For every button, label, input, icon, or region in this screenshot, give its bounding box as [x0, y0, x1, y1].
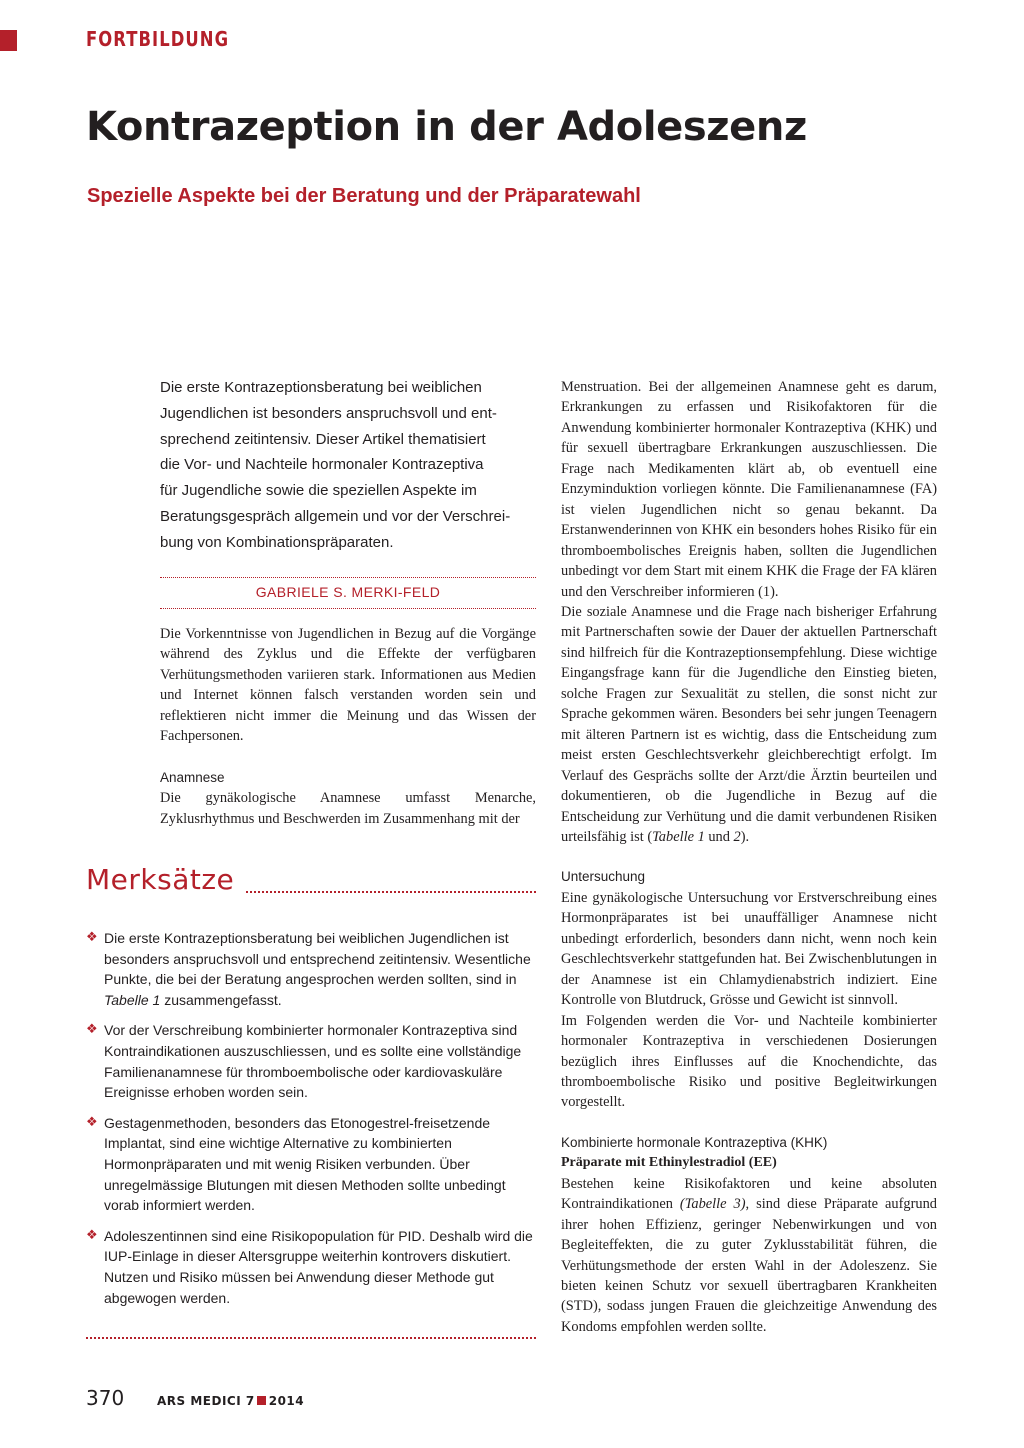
diamond-bullet-icon: ❖	[86, 1227, 98, 1243]
diamond-bullet-icon: ❖	[86, 930, 98, 945]
table-reference: Tabelle 1	[104, 991, 161, 1008]
section-accent-bar	[0, 30, 17, 51]
intro-paragraph: Die Vorkenntnisse von Jugendlichen in Bezug auf die Vorgänge während des Zyklus und die Effekte der verfügbaren Verhütungsmethoden variieren stark. Informationen aus Medien und Internet können falsch verstanden worden sein und reflektieren nicht immer die Meinung und das Wissen der Fachpersonen.	[160, 626, 536, 745]
paragraph-text: Die soziale Anamnese und die Frage nach bisheriger Erfahrung mit Partnerschaften sowie der Dauer der aktuellen Partnerschaft sind hilfreich für die Kontrazeptionsempfehlung. Diese wichtige Eingangsfrage kann für die Jugendliche den Einstieg bieten, solche Fragen zur Sexualität zu stellen, die sonst nicht zur Sprache gekommen wären. Besonders bei sehr jungen Teenagern mit älteren Partnern ist es wichtig, dass die Entscheidung zum meist ersten Geschlechtsverkehr gleichberechtigt erfolgt. Im Verlauf des Gesprächs sollte der Arzt/die Ärztin beurteilen und dokumentieren, ob die Jugendliche in Bezug auf die Entscheidung zur Verhütung und die damit verbundenen Risiken urteilsfähig ist (	[561, 603, 937, 845]
merksaetze-list	[86, 928, 536, 1318]
section-label: FORTBILDUNG	[86, 27, 230, 51]
merksaetze-title: Merksätze	[86, 863, 235, 896]
left-column	[160, 624, 536, 829]
merksatz-text-end: zusammengefasst.	[160, 991, 282, 1008]
merksatz-text: Adoleszentinnen sind eine Risikopopulation für PID. Deshalb wird die IUP-Einlage in dieser Altersgruppe weiterhin kontrovers diskutiert. Nutzen und Risiko müssen bei Anwendung dieser Methode gut abgewogen werden.	[104, 1227, 533, 1306]
ee-paragraph	[561, 1174, 937, 1338]
journal-name: ARS MEDICI 7	[157, 1394, 255, 1408]
merksatz-text: Die erste Kontrazeptionsberatung bei weiblichen Jugendlichen ist besonders anspruchsvoll und entsprechend zeitintensiv. Wesentliche Punkte, die bei der Beratung angesprochen werden sollten, sind in	[104, 930, 531, 988]
lead-line: die Vor- und Nachteile hormonaler Kontrazeptiva	[160, 456, 484, 474]
author-divider-bottom	[160, 608, 536, 609]
paragraph-text: , sind diese Präparate aufgrund ihrer hohen Effizienz, geringer Nebenwirkungen und von Begleiteffekten, die zu guter Zyklusstabilität führen, die Verhütungsmethode der ersten Wahl in der Adoleszenz. Sie bieten keinen Schutz vor sexuell übertragbaren Krankheiten (STD), sodass jungen Frauen die gleichzeitige Anwendung des Kondoms empfohlen werden sollte.	[561, 1196, 937, 1335]
anamnese-continued-paragraph: Menstruation. Bei der allgemeinen Anamnese geht es darum, Erkrankungen zu erfassen und Risikofaktoren für die Anwendung kombinierter hormonaler Kontrazeptiva (KHK) und für sexuell übertragbare Erkrankungen auszuschliessen. Die Frage nach Medikamenten klärt ab, ob eventuell eine Enzyminduktion vorliegen könnte. Die Familienanamnese (FA) ist vielen Jugendlichen nicht so genau bekannt. Da Erstanwenderinnen von KHK ein besonders hohes Risiko für ein thromboembolisches Ereignis haben, sollten die Jugendlichen unbedingt vor dem Start mit einem KHK die Frage der FA klären und den Verschreiber informieren (1).	[561, 379, 937, 600]
lead-line: bung von Kombinationspräparaten.	[160, 533, 394, 551]
lead-abstract	[160, 375, 536, 556]
paragraph-text: und	[704, 828, 734, 845]
author-name: GABRIELE S. MERKI-FELD	[255, 584, 441, 600]
merksatz-item	[86, 1113, 536, 1216]
merksatz-item	[86, 928, 536, 1010]
square-separator-icon	[257, 1396, 266, 1405]
page-number: 370	[86, 1386, 125, 1410]
diamond-bullet-icon: ❖	[86, 1114, 98, 1130]
journal-year: 2014	[268, 1394, 305, 1408]
right-column	[561, 377, 937, 1337]
table-reference: (Tabelle 3)	[679, 1196, 746, 1213]
paragraph-text: ).	[740, 828, 750, 845]
lead-line: Die erste Kontrazeptionsberatung bei weiblichen	[160, 379, 482, 396]
lead-line: für Jugendliche sowie die speziellen Aspekte im	[160, 482, 477, 500]
anamnese-heading: Anamnese	[160, 769, 225, 785]
merksaetze-bottom-divider	[86, 1337, 536, 1339]
diamond-bullet-icon: ❖	[86, 1022, 98, 1038]
lead-line: sprechend zeitintensiv. Dieser Artikel thematisiert	[160, 430, 486, 448]
article-subtitle: Spezielle Aspekte bei der Beratung und der Präparatewahl	[87, 185, 641, 207]
anamnese-paragraph: Die gynäkologische Anamnese umfasst Menarche, Zyklusrhythmus und Beschwerden im Zusammenhang mit der	[160, 790, 536, 827]
merksatz-text: Vor der Verschreibung kombinierter hormonaler Kontrazeptiva sind Kontraindikationen auszuschliessen, und es sollte eine vollständige Familienanamnese für thromboembolische oder kardiovaskuläre Ereignisse erhoben worden sein.	[104, 1022, 522, 1101]
untersuchung-heading: Untersuchung	[561, 869, 646, 885]
table-reference: Tabelle 1	[652, 828, 705, 845]
merksatz-item	[86, 1020, 536, 1102]
merksaetze-title-divider	[246, 891, 536, 893]
merksatz-text: Gestagenmethoden, besonders das Etonogestrel-freisetzende Implantat, sind eine wichtige Alternative zu kombinierten Hormonpräparaten und mit wenig Risiken verbunden. Über unregelmässige Blutungen mit diesen Methoden sollte unbedingt vorab informiert werden.	[104, 1114, 506, 1214]
article-title: Kontrazeption in der Adoleszenz	[86, 104, 807, 150]
merksatz-item	[86, 1226, 536, 1308]
ee-subheading: Präparate mit Ethinylestradiol (EE)	[561, 1155, 777, 1171]
lead-line: Jugendlichen ist besonders anspruchsvoll und ent-	[160, 404, 497, 422]
overview-paragraph: Im Folgenden werden die Vor- und Nachteile kombinierter hormonaler Kontrazeptiva in verschiedenen Dosierungen bezüglich ihres Einflusses auf die Knochendichte, das thromboembolische Risiko und positive Begleitwirkungen vorgestellt.	[561, 1012, 937, 1111]
khk-heading: Kombinierte hormonale Kontrazeptiva (KHK)	[561, 1134, 828, 1150]
lead-line: Beratungsgespräch allgemein und vor der Verschrei-	[160, 507, 511, 525]
untersuchung-paragraph: Eine gynäkologische Untersuchung vor Erstverschreibung eines Hormonpräparates ist bei unauffälliger Anamnese nicht unbedingt erforderlich, besonders dann nicht, wenn noch kein Geschlechtsverkehr stattgefunden hat. Bei Zwischenblutungen in der Anamnese ist ein Chlamydienabstrich indiziert. Eine Kontrolle von Blutdruck, Grösse und Gewicht ist sinnvoll.	[561, 889, 937, 1009]
author-divider-top	[160, 577, 536, 578]
table-reference: 2	[733, 828, 741, 845]
journal-footer	[157, 1394, 304, 1408]
social-anamnese-paragraph	[561, 602, 937, 847]
paragraph-text: Bestehen keine Risikofaktoren und keine absoluten Kontraindikationen	[561, 1175, 937, 1213]
